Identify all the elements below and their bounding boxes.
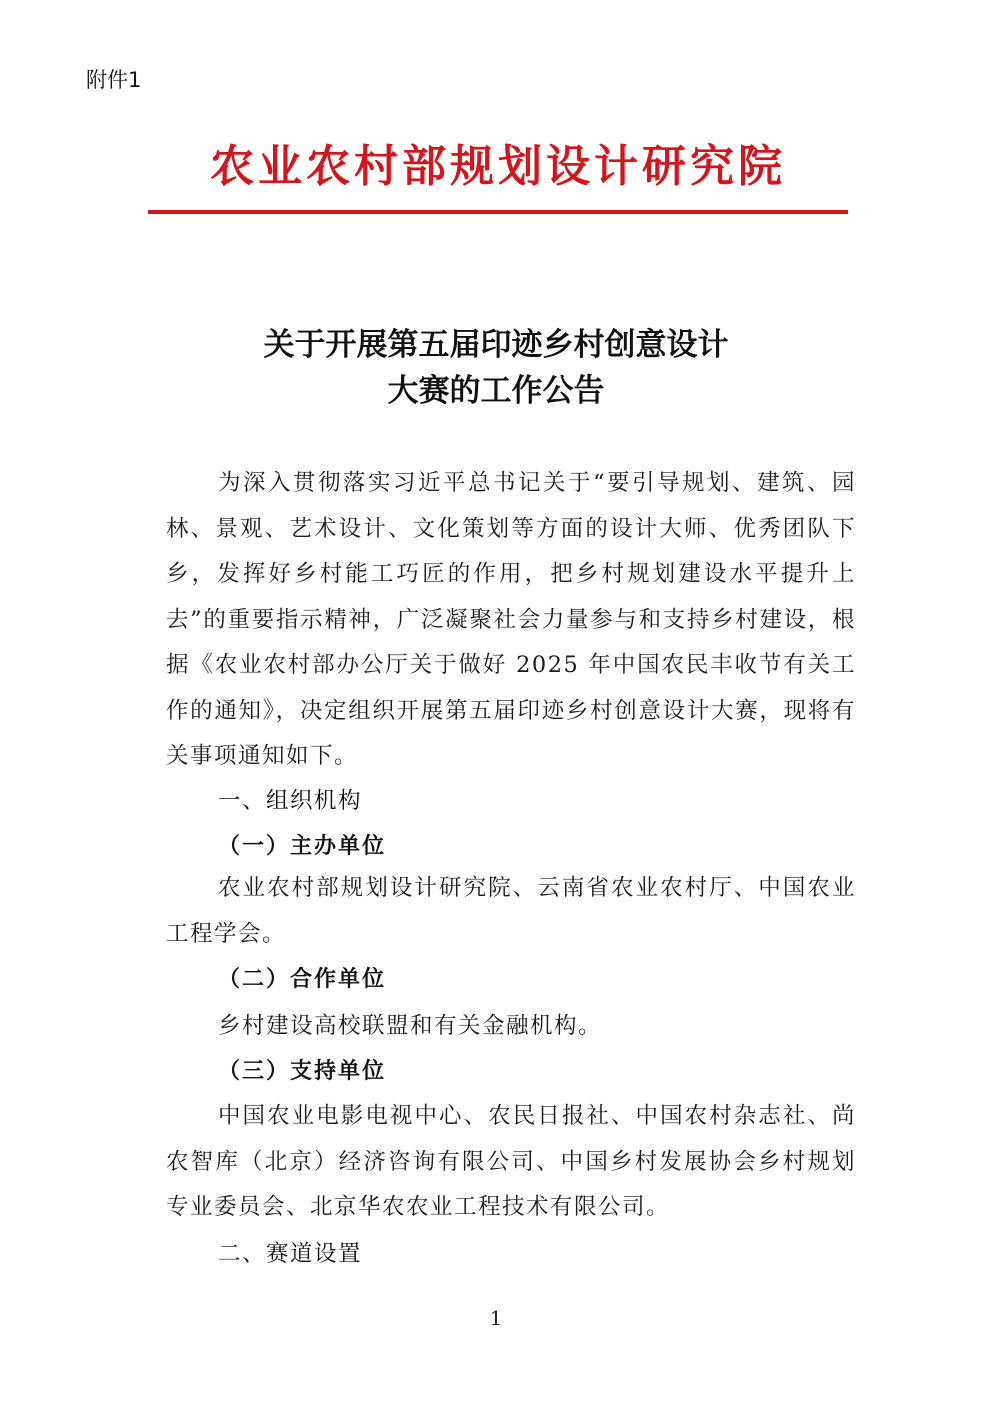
host-units-text: 农业农村部规划设计研究院、云南省农业农村厅、中国农业工程学会。 bbox=[166, 875, 856, 947]
attachment-label: 附件1 bbox=[86, 68, 142, 92]
support-units-text: 中国农业电影电视中心、农民日报社、中国农村杂志社、尚农智库（北京）经济咨询有限公司、中国乡村发展协会乡村规划专业委员会、北京华农农业工程技术有限公司。 bbox=[166, 1103, 856, 1220]
document-title-line-2: 大赛的工作公告 bbox=[387, 373, 605, 409]
document-title bbox=[100, 322, 892, 414]
section-2-heading: 二、赛道设置 bbox=[218, 1241, 363, 1267]
document-title-line-1: 关于开展第五届印迹乡村创意设计 bbox=[263, 327, 729, 363]
support-units-heading: （三）支持单位 bbox=[218, 1059, 387, 1084]
host-units-heading: （一）主办单位 bbox=[218, 834, 387, 859]
section-1-heading: 一、组织机构 bbox=[218, 788, 363, 814]
organization-letterhead-title: 农业农村部规划设计研究院 bbox=[210, 141, 786, 192]
partner-units-text: 乡村建设高校联盟和有关金融机构。 bbox=[218, 1013, 603, 1039]
letterhead-red-divider bbox=[148, 210, 848, 214]
intro-paragraph: 为深入贯彻落实习近平总书记关于“要引导规划、建筑、园林、景观、艺术设计、文化策划等方面的设计大师、优秀团队下乡，发挥好乡村能工巧匠的作用，把乡村规划建设水平提升上去”的重要指示精神，广泛凝聚社会力量参与和支持乡村建设，根据《农业农村部办公厅关于做好 2025 年中国农民丰收节有关工作的通知》，决定组织开展第五届印迹乡村创意设计大赛，现将有关事项通知如下。 bbox=[166, 470, 856, 769]
page-number: 1 bbox=[489, 1306, 503, 1330]
partner-units-heading: （二）合作单位 bbox=[218, 967, 387, 992]
